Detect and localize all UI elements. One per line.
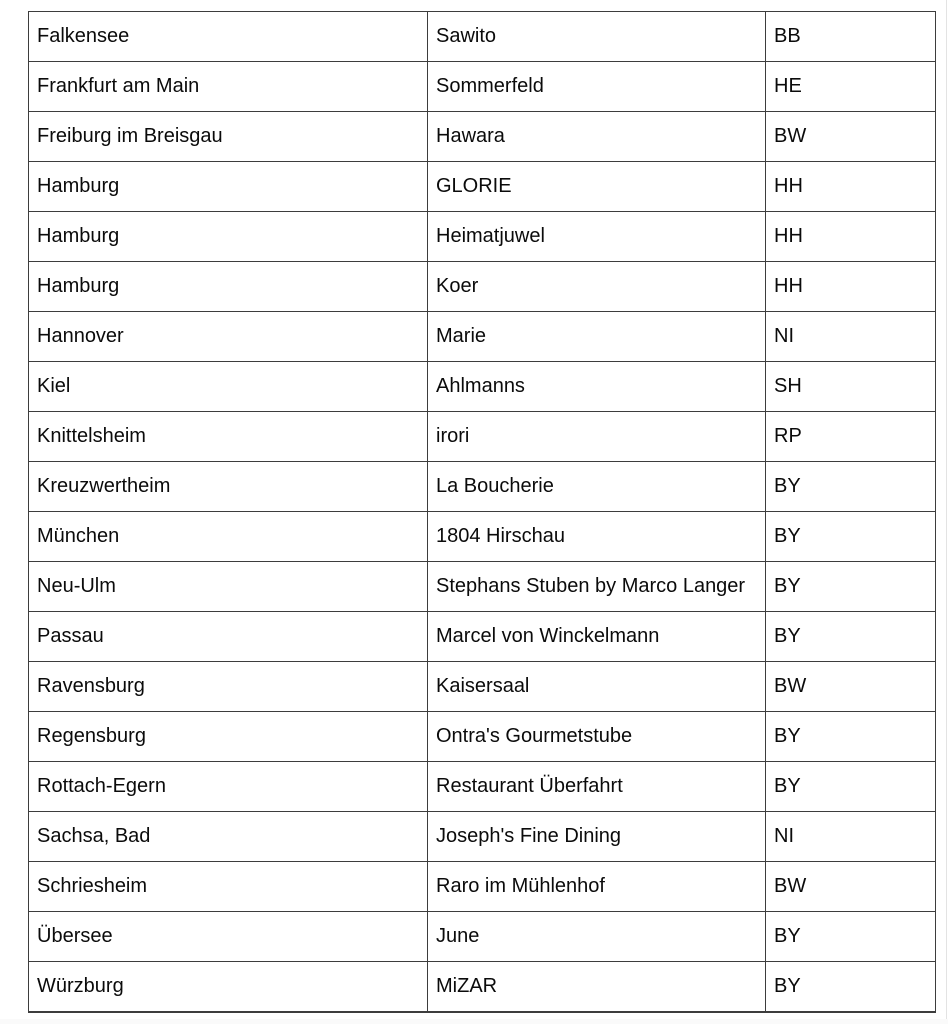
table-row [29,362,936,412]
restaurant-cell: Marcel von Winckelmann [428,612,766,662]
table-row [29,812,936,862]
table-row [29,762,936,812]
city-cell: Ravensburg [29,662,428,712]
city-cell: Hamburg [29,162,428,212]
table-row [29,212,936,262]
state-cell: NI [766,812,936,862]
state-cell: BY [766,712,936,762]
state-cell: BY [766,912,936,962]
table-row [29,12,936,62]
page-bottom-strip [0,1019,948,1024]
city-cell: Hamburg [29,212,428,262]
restaurant-cell: 1804 Hirschau [428,512,766,562]
restaurant-cell: La Boucherie [428,462,766,512]
state-cell: BY [766,962,936,1012]
city-cell: Rottach-Egern [29,762,428,812]
table-row [29,912,936,962]
city-cell: Sachsa, Bad [29,812,428,862]
state-cell: BW [766,862,936,912]
city-cell: Regensburg [29,712,428,762]
restaurant-cell: Sawito [428,12,766,62]
table-row [29,262,936,312]
restaurant-cell: Marie [428,312,766,362]
restaurant-cell: Stephans Stuben by Marco Langer [428,562,766,612]
restaurant-cell: Hawara [428,112,766,162]
restaurant-cell: Restaurant Überfahrt [428,762,766,812]
city-cell: Hamburg [29,262,428,312]
city-cell: Frankfurt am Main [29,62,428,112]
state-cell: HH [766,212,936,262]
state-cell: BY [766,462,936,512]
restaurant-cell: irori [428,412,766,462]
city-cell: Falkensee [29,12,428,62]
restaurant-cell: MiZAR [428,962,766,1012]
restaurant-cell: Raro im Mühlenhof [428,862,766,912]
city-cell: Schriesheim [29,862,428,912]
table-row [29,962,936,1012]
restaurant-cell: GLORIE [428,162,766,212]
table-row [29,112,936,162]
city-cell: Kreuzwertheim [29,462,428,512]
restaurant-cell: Kaisersaal [428,662,766,712]
table-row [29,662,936,712]
restaurant-cell: Ahlmanns [428,362,766,412]
table-row [29,312,936,362]
table-row [29,162,936,212]
state-cell: BW [766,662,936,712]
table-row [29,612,936,662]
restaurant-cell: Sommerfeld [428,62,766,112]
city-cell: Hannover [29,312,428,362]
state-cell: RP [766,412,936,462]
state-cell: BY [766,612,936,662]
city-cell: Knittelsheim [29,412,428,462]
state-cell: BY [766,512,936,562]
state-cell: HH [766,162,936,212]
restaurant-cell: Koer [428,262,766,312]
restaurant-cell: Joseph's Fine Dining [428,812,766,862]
restaurant-cell: Heimatjuwel [428,212,766,262]
city-cell: Kiel [29,362,428,412]
table-row [29,412,936,462]
restaurants-table-container [28,11,936,1013]
state-cell: BY [766,562,936,612]
table-row [29,62,936,112]
page-right-edge-divider [946,0,947,1024]
state-cell: BW [766,112,936,162]
state-cell: BY [766,762,936,812]
table-row [29,512,936,562]
state-cell: BB [766,12,936,62]
city-cell: Passau [29,612,428,662]
table-row [29,462,936,512]
state-cell: SH [766,362,936,412]
state-cell: NI [766,312,936,362]
restaurant-cell: Ontra's Gourmetstube [428,712,766,762]
table-row [29,862,936,912]
table-row [29,562,936,612]
restaurants-table-body [29,12,936,1012]
state-cell: HH [766,262,936,312]
restaurants-table [28,11,936,1013]
city-cell: Freiburg im Breisgau [29,112,428,162]
city-cell: Würzburg [29,962,428,1012]
city-cell: Übersee [29,912,428,962]
state-cell: HE [766,62,936,112]
city-cell: München [29,512,428,562]
restaurant-cell: June [428,912,766,962]
city-cell: Neu-Ulm [29,562,428,612]
table-row [29,712,936,762]
